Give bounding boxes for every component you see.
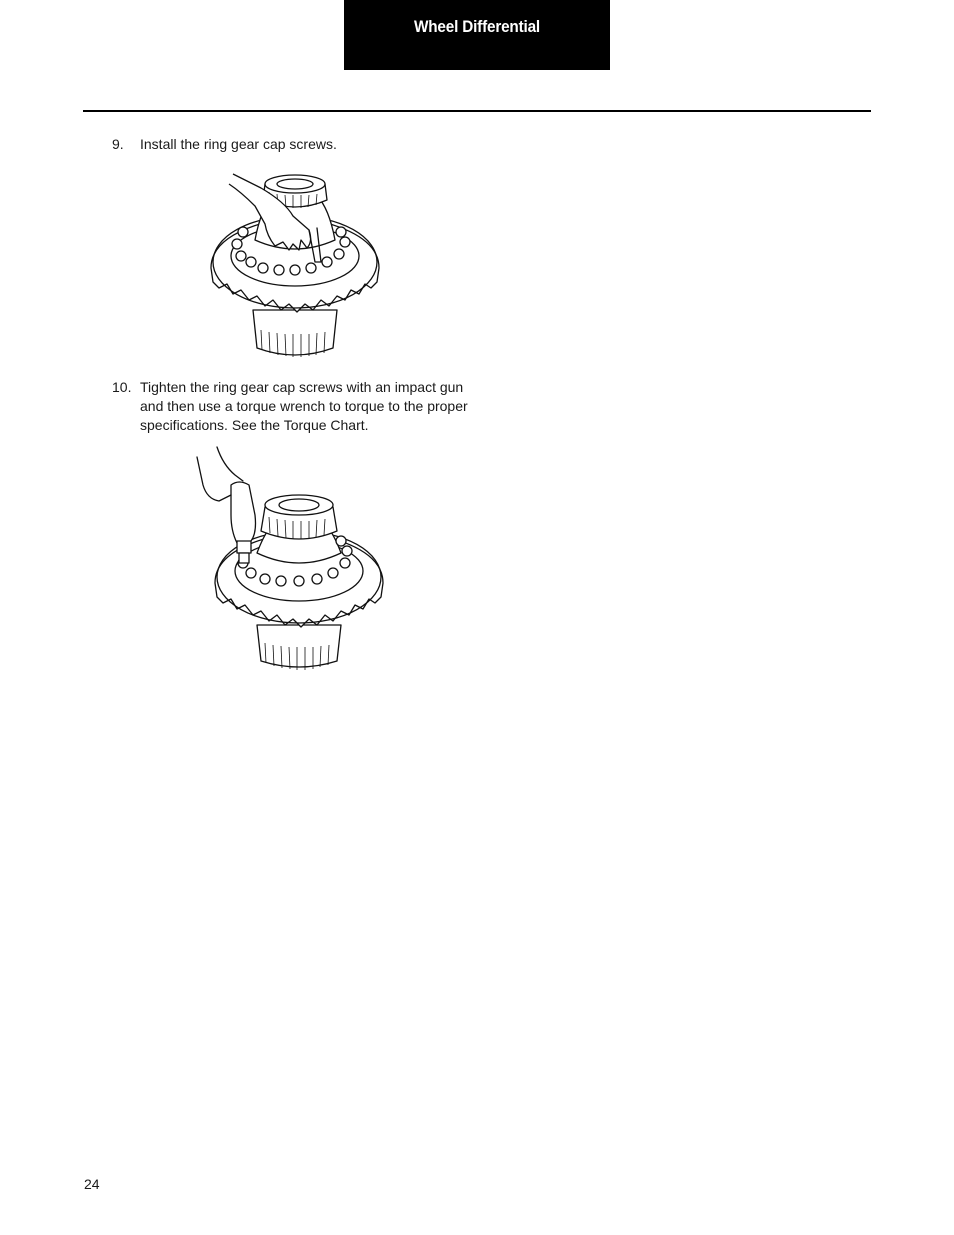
step-text: Tighten the ring gear cap screws with an impact gun and then use a torque wrench to torque to the proper specifications. See the Torque Chart.: [140, 379, 468, 433]
step-9: [112, 135, 472, 154]
step-text: Install the ring gear cap screws.: [140, 136, 337, 152]
install-cap-screws-illustration: [205, 170, 385, 360]
tighten-cap-screws-illustration: [195, 445, 390, 675]
header-rule: [83, 110, 871, 112]
step-10: [112, 378, 472, 435]
header-title: Wheel Differential: [413, 17, 540, 36]
step-number: 10.: [112, 379, 132, 395]
step-number: 9.: [112, 136, 124, 152]
header-tab: [344, 0, 610, 70]
page-number: 24: [84, 1176, 100, 1192]
